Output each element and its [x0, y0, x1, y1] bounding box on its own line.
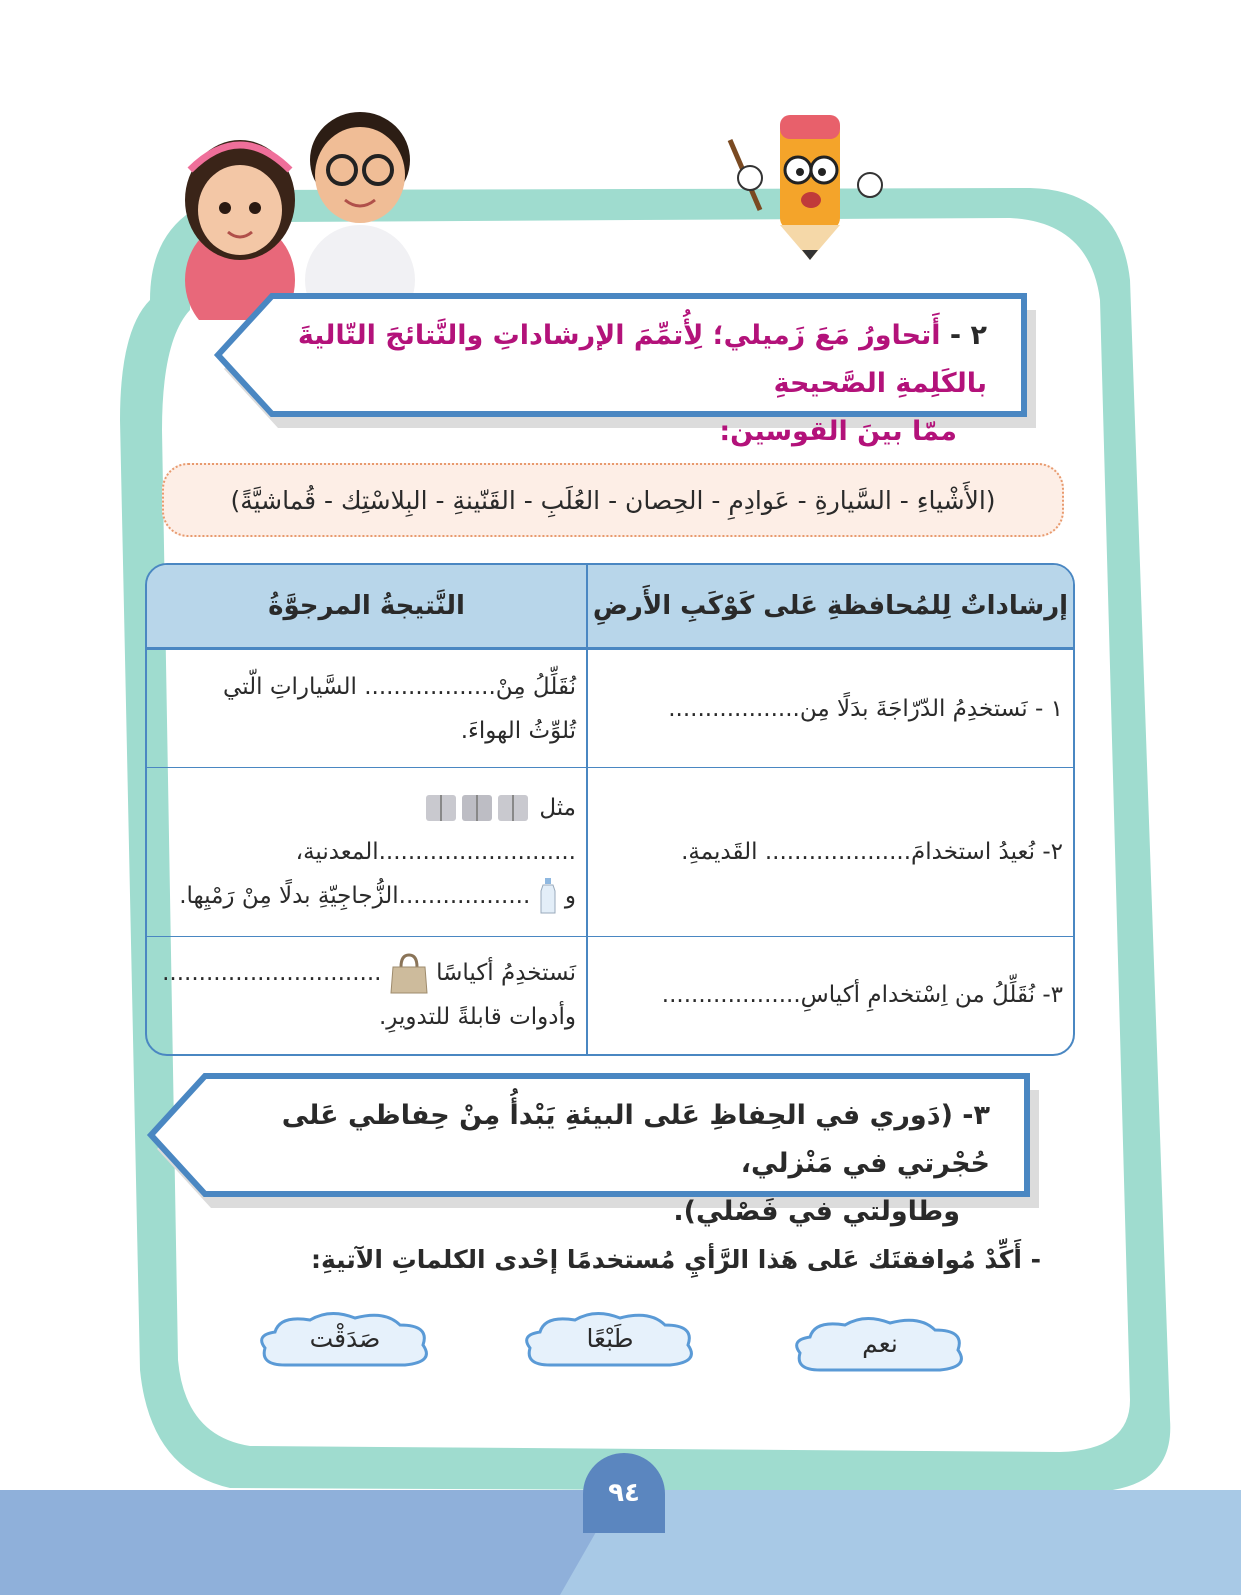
cloth-bag-icon [389, 953, 429, 995]
page-number: ٩٤ [583, 1453, 665, 1533]
exercise-3-text [225, 1092, 990, 1236]
exercise-3-banner [145, 1070, 1045, 1227]
result-line: نَستخدِمُ أكياسًا .............................. [157, 951, 576, 995]
tip-cell: ٢- نُعيدُ استخدامَ.................... القَديمةِ. [586, 767, 1073, 935]
tip-cell: ١ - نَستخدِمُ الدّرّاجَةَ بدَلًا مِن.................. [586, 649, 1073, 767]
cloud-word-yes: نعم [790, 1315, 970, 1380]
result-cell [147, 936, 586, 1054]
environment-table [145, 563, 1075, 1056]
exercise-2-line2: ممّا بينَ القوسين: [719, 416, 957, 447]
result-cell [147, 767, 586, 935]
exercise-3-line2: وطاولتي في فَصْلي). [673, 1196, 960, 1227]
exercise-2-line1: ٢ - أَتحاورُ مَعَ زَميلي؛ لِأُتمِّمَ الإرشاداتِ والنَّتائجَ التّاليةَ بالكَلِمةِ الصَّحيحةِ [297, 320, 987, 399]
exercise-3-line1: ٣- (دَوري في الحِفاظِ عَلى البيئةِ يَبْدأُ مِنْ حِفاظي عَلى حُجْرتي في مَنْزلي، [281, 1100, 990, 1179]
table-row [147, 936, 1073, 1054]
cloud-word-you-are-right: صَدَقْت [255, 1310, 435, 1375]
exercise-2-banner [212, 290, 1042, 447]
instruction-text: - أَكِّدْ مُوافقتَك عَلى هَذا الرَّأيِ مُستخدمًا إحْدى الكلماتِ الآتيةِ: [310, 1245, 1041, 1274]
header-tips: إرشاداتٌ لِلمُحافظةِ عَلى كَوْكَبِ الأَرضِ [586, 565, 1073, 649]
table-header-row [147, 565, 1073, 649]
cloud-word-of-course: طَبْعًا [520, 1310, 700, 1375]
tip-cell: ٣- نُقَلِّلُ من اِسْتخدامِ أكياسِ................... [586, 936, 1073, 1054]
pencil-mascot-illustration [720, 100, 890, 265]
bottom-band-dark [0, 1490, 620, 1595]
boy-illustration [305, 112, 415, 320]
result-cell [147, 649, 586, 767]
metal-cans-icon [424, 793, 532, 823]
table-row [147, 649, 1073, 767]
result-line: تُلوِّثُ الهواءَ. [460, 717, 576, 744]
result-line: و ..................الزُّجاجِيّةِ بدلًا مِنْ رَمْيِها. [157, 874, 576, 918]
result-line: وأدوات قابلةً للتدويرِ. [378, 1004, 576, 1031]
word-bank: (الأَشْياءِ - السَّيارةِ - عَوادِمِ - الحِصان - العُلَبِ - القَنّينةِ - البِلاسْتِك - قُماشيَّةً) [162, 463, 1064, 537]
header-results: النَّتيجةُ المرجوَّةُ [147, 565, 586, 649]
result-line: نُقَلِّلُ مِنْ.................. السَّياراتِ الّتي [223, 673, 576, 700]
exercise-2-text [292, 312, 987, 456]
result-line: مثل ...........................المعدنية، [295, 794, 576, 865]
children-illustration [170, 90, 440, 320]
table-row [147, 767, 1073, 935]
glass-bottle-icon [538, 877, 558, 915]
